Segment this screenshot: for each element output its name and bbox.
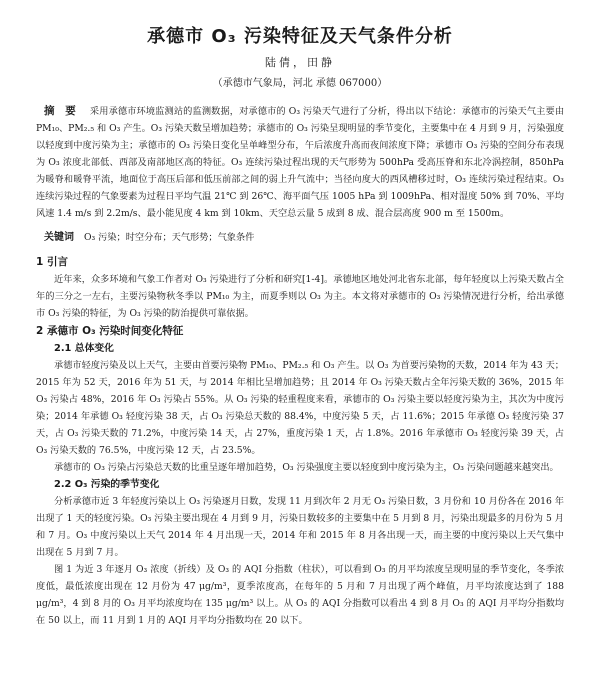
seasonal-paragraph-1: 分析承德市近 3 年轻度污染以上 O₃ 污染逐月日数，发现 11 月到次年 2 月无 O₃ 污染日数，3 月份和 10 月份各在 2016 年出现了 1 天的轻度污染。O₃ 污染主要出现在 4 月到 9 月，污染日数较多的主要集中在 5 月到 8 月，污染出现最多的月份为 5 月和 7 月。O₃ 中度污染以上天气 2014 年 4 月出现一天，2014 年和 2015 年 8 月各出现一天，而主要的中度污染以上天气集中出现在 5 月到 7 月。 <box>36 496 564 558</box>
paper-affiliation: （承德市气象局，河北 承德 067000） <box>212 78 388 89</box>
section-heading-temporal: 2 承德市 O₃ 污染时间变化特征 <box>36 325 184 337</box>
abstract-text: 采用承德市环境监测站的监测数据，对承德市的 O₃ 污染天气进行了分析，得出以下结论：承德市的污染天气主要由 PM₁₀、PM₂.₅ 和 O₃ 产生。O₃ 污染天数呈增加趋势；承德市的 O₃ 污染呈现明显的季节变化，主要集中在 4 月到 9 月，污染强度以轻度到中度污染为主；承德市的 O₃ 污染日变化呈单峰型分布，午后浓度升高而夜间浓度下降；承德市 O₃ 污染的空间分布表现为 O₃ 浓度北部低、西部及南部地区高的特征。O₃ 连续污染过程出现的天气形势为 500hPa 受高压脊和东北冷涡控制，850hPa 为暖脊和暖脊平流，地面位于高压后部和低压前部之间的弱上升气流中；当径向度大的西风槽移过时，O₃ 连续污染过程结束。O₃ 连续污染过程的气象要素为过程日平均气温 21℃ 到 26℃、海平面气压 1005 hPa 到 1009hPa、相对湿度 50% 到 70%、平均风速 1.4 m/s 到 2.2m/s、最小能见度 4 km 到 10km、天空总云量 5 成到 8 成、混合层高度 900 m 至 1500m。 <box>36 106 565 219</box>
overall-paragraph-2: 承德市的 O₃ 污染占污染总天数的比重呈逐年增加趋势，O₃ 污染强度主要以轻度到中度污染为主，O₃ 污染问题越来越突出。 <box>54 462 559 473</box>
keywords <box>36 228 564 243</box>
overall-paragraph-1: 承德市轻度污染及以上天气，主要由首要污染物 PM₁₀、PM₂.₅ 和 O₃ 产生。以 O₃ 为首要污染物的天数，2014 年为 43 天；2015 年为 52 天，2016 年为 51 天，与 2014 年相比呈增加趋势；且 2014 年 O₃ 污染天数占全年污染天数的 36%，2015 年 O₃ 污染占 48%，2016 年 O₃ 污染占 55%。从 O₃ 污染的轻重程度来看，承德市的 O₃ 污染主要以轻度污染为主，其次为中度污染；2014 年承德 O₃ 轻度污染 38 天，占 O₃ 污染总天数的 88.4%，中度污染 5 天，占 11.6%；2015 年承德 O₃ 轻度污染 37 天，占 O₃ 污染天数的 71.2%，中度污染 14 天，占 27%，重度污染 1 天，占 1.8%。2016 年承德市 O₃ 轻度污染 39 天，占 O₃ 污染天数的 76.5%，中度污染 12 天，占 23.5%。 <box>36 360 564 456</box>
intro-paragraph: 近年来，众多环境和气象工作者对 O₃ 污染进行了分析和研究[1-4]。承德地区地处河北省东北部，每年轻度以上污染天数占全年的三分之一左右，主要污染物秋冬季以 PM₁₀ 为主，而夏季则以 O₃ 为主。本文将对承德市的 O₃ 污染情况进行分析，给出承德市 O₃ 污染的特征，为 O₃ 污染的防治提供可靠依据。 <box>36 274 564 319</box>
keywords-text: O₃ 污染；时空分布；天气形势；气象条件 <box>84 232 255 243</box>
subsection-heading-overall: 2.1 总体变化 <box>54 343 114 354</box>
keywords-label: 关键词 <box>44 232 74 243</box>
paper-authors: 陆倩，田静 <box>265 56 335 69</box>
abstract-label: 摘 要 <box>44 105 76 117</box>
seasonal-paragraph-2: 图 1 为近 3 年逐月 O₃ 浓度（折线）及 O₃ 的 AQI 分指数（柱状），可以看到 O₃ 的月平均浓度呈现明显的季节变化，冬季浓度低，最低浓度出现在 12 月份为 47 μg/m³，夏季浓度高，在每年的 5 月和 7 月出现了两个峰值，月平均浓度达到了 188 μg/m³，4 到 8 月的 O₃ 月平均浓度均在 135 μg/m³ 以上。从 O₃ 的 AQI 分指数可以看出 4 到 8 月 O₃ 的 AQI 月平均分指数均在 50 以上，而 11 月到 1 月的 AQI 月平均分指数均在 20 以下。 <box>36 564 564 626</box>
abstract <box>36 103 564 222</box>
subsection-heading-seasonal: 2.2 O₃ 污染的季节变化 <box>54 479 160 490</box>
paper-title: 承德市 O₃ 污染特征及天气条件分析 <box>147 26 453 47</box>
section-heading-intro: 1 引言 <box>36 256 68 268</box>
